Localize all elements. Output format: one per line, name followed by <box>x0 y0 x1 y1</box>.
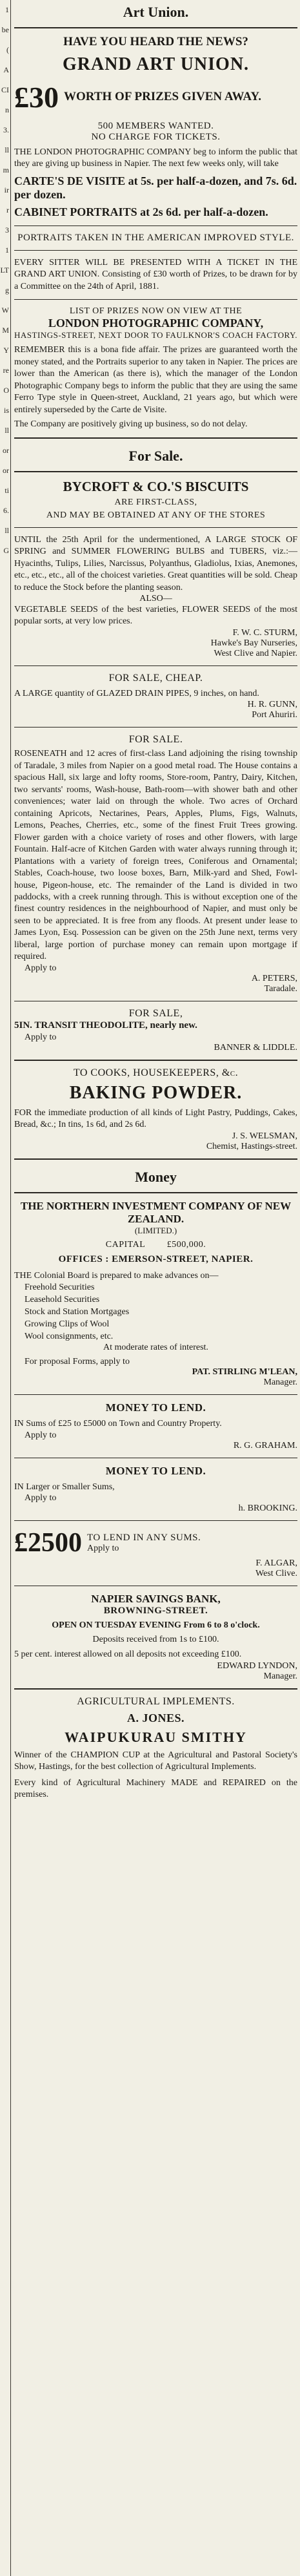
divider <box>14 727 297 728</box>
divider <box>14 1158 297 1160</box>
margin-fragment: re <box>3 366 9 375</box>
closing-text: The Company are positively giving up business, so do not delay. <box>14 419 248 430</box>
sale-cheap-head: FOR SALE, CHEAP. <box>108 672 203 684</box>
capital-label: CAPITAL <box>105 1239 145 1250</box>
lend3-amount: £2500 <box>14 1528 82 1558</box>
members-wanted: 500 MEMBERS WANTED. <box>97 121 214 131</box>
baking-powder-title: BAKING POWDER. <box>69 1082 243 1103</box>
grand-art-union: GRAND ART UNION. <box>62 54 250 74</box>
no-charge: NO CHARGE FOR TICKETS. <box>91 132 221 142</box>
agri-body: Winner of the CHAMPION CUP at the Agricultural and Pastoral Society's Show, Hastings, for the best collection of Agricultural Implements. <box>14 1750 297 1772</box>
divider <box>14 471 297 472</box>
bulbs-signature-3: West Clive and Napier. <box>214 648 297 658</box>
margin-fragment: ( <box>6 45 9 54</box>
roseneath-sig-1: A. PETERS, <box>251 973 297 983</box>
margin-fragment: ll <box>5 526 9 535</box>
margin-fragment: LT <box>0 266 9 275</box>
margin-fragment: is <box>3 406 9 415</box>
margin-fragment: G <box>3 546 9 555</box>
american-style: PORTRAITS TAKEN IN THE AMERICAN IMPROVED STYLE. <box>17 232 294 243</box>
drain-text: A LARGE quantity of GLAZED DRAIN PIPES, 9 inches, on hand. <box>14 688 259 698</box>
margin-fragment: n <box>5 105 9 114</box>
margin-fragment: 3. <box>3 125 9 134</box>
bank-interest: 5 per cent. interest allowed on all deposits not exceeding £100. <box>14 1649 242 1660</box>
lend3-text: TO LEND IN ANY SUMS. <box>87 1532 201 1543</box>
money-section <box>14 1169 297 1682</box>
prize-amount: £30 <box>14 81 59 114</box>
margin-fragment: 1 <box>5 246 9 255</box>
agricultural-ad <box>14 1696 297 1801</box>
lend2-text: IN Larger or Smaller Sums, <box>14 1482 115 1492</box>
company-name: LONDON PHOTOGRAPHIC COMPANY, <box>48 317 264 330</box>
roseneath-text: ROSENEATH and 12 acres of first-class Land adjoining the rising township of Taradale, 3 miles from Napier on a good metal road. The House contains a spacious Hall, six large and lofty rooms, Store-room, Pantry, Dairy, Kitchen, two servants' rooms, Wash-house, Bath-room—with shower bath and other conveniences; water laid on through the whole. Two acres of Orchard containing Apricots, Nectarines, Pears, Apples, Plums, Figs, Walnuts, Lemons, Peaches, Cherries, etc., some of the finest Fruit Trees growing. Flower garden with a choice variety of roses and other flowers, with large Fountain. Half-acre of Kitchen Garden with water always running through it; Plantations with a variety of foreign trees, Coniferous and Ornamental; Stables, Coach-house, two loose boxes, Barn, Milk-yard and Shed, Fowl-house, Pigeon-house, etc. The remainder of the Land is divided in two paddocks, with a creek running through. This is without exception one of the finest country residences in the neighbourhood of Napier, and must only be seen to be appreciated. It is free from any floods. At present under lease to James Lyon, Esq. Possession can be given on the 25th June next, terms very liberal, large portion of purchase money can remain upon mortgage if required. <box>14 749 297 962</box>
bank-deposits: Deposits received from 1s to £100. <box>92 1635 219 1645</box>
margin-fragment: ll <box>5 426 9 435</box>
capital-value: £500,000. <box>166 1239 206 1250</box>
bank-sub: BROWNING-STREET. <box>103 1606 208 1617</box>
cooks-header: TO COOKS, HOUSEKEEPERS, &c. <box>73 1067 239 1078</box>
divider <box>14 1520 297 1521</box>
margin-fragment: 6. <box>3 506 9 515</box>
drain-sig-1: H. R. GUNN, <box>247 700 297 710</box>
agri-name: A. JONES. <box>126 1711 185 1724</box>
biscuits-sub: ARE FIRST-CLASS, <box>114 497 197 507</box>
drain-sig-2: Port Ahuriri. <box>252 710 297 720</box>
theodolite-head: FOR SALE, <box>128 1007 183 1019</box>
interest-note: At moderate rates of interest. <box>103 1343 208 1353</box>
baking-powder-text: FOR the immediate production of all kinds of Light Pastry, Puddings, Cakes, Bread, &c.; In tins, 1s 6d, and 2s 6d. <box>14 1107 297 1130</box>
theodolite-sig: BANNER & LIDDLE. <box>214 1042 297 1052</box>
lend1-text: IN Sums of £25 to £5000 on Town and Country Property. <box>14 1419 222 1429</box>
cartes-text: CARTE'S DE VISITE at 5s. per half-a-dozen, and 7s. 6d. per dozen. <box>14 174 297 201</box>
margin-fragment: CI <box>1 85 9 94</box>
biscuits-title: BYCROFT & CO.'S BISCUITS <box>63 478 249 494</box>
baking-sig-1: J. S. WELSMAN, <box>232 1131 297 1141</box>
lend3-apply: Apply to <box>87 1543 119 1553</box>
security-item: Stock and Station Mortgages <box>25 1306 130 1317</box>
divider <box>14 27 297 28</box>
security-item: Freehold Securities <box>25 1283 95 1293</box>
margin-fragment: 3 <box>5 225 9 235</box>
margin-fragment: W <box>1 306 9 315</box>
margin-fragment: A <box>3 65 9 74</box>
margin-fragment: be <box>1 25 9 34</box>
agri-header: AGRICULTURAL IMPLEMENTS. <box>77 1695 235 1707</box>
security-item: Wool consignments, etc. <box>25 1331 114 1341</box>
money-header: Money <box>135 1168 177 1185</box>
agri-closing: Every kind of Agricultural Machinery MADE and REPAIRED on the premises. <box>14 1777 297 1800</box>
lend3-sig: F. ALGAR, <box>255 1558 297 1569</box>
margin-fragment: M <box>2 326 9 335</box>
bulbs-also: ALSO— <box>139 593 172 603</box>
baking-sig-2: Chemist, Hastings-street. <box>206 1141 297 1151</box>
sale-head-2: FOR SALE. <box>128 734 183 746</box>
bank-sig-2: Manager. <box>263 1671 297 1681</box>
manager-name: PAT. STIRLING M'LEAN, <box>192 1367 297 1377</box>
art-union-ad <box>14 4 297 431</box>
bulbs-signature-2: Hawke's Bay Nurseries, <box>210 638 297 648</box>
securities-list <box>14 1282 297 1343</box>
divider <box>14 665 297 666</box>
divider <box>14 437 297 439</box>
lend1-head: MONEY TO LEND. <box>105 1401 206 1414</box>
limited-label: (LIMITED.) <box>134 1225 177 1235</box>
roseneath-apply: Apply to <box>25 963 57 973</box>
lend3-row <box>14 1527 297 1558</box>
margin-fragment: m <box>3 165 9 174</box>
headline: HAVE YOU HEARD THE NEWS? <box>63 35 248 48</box>
divider <box>14 1688 297 1690</box>
divider <box>14 299 297 300</box>
lend2-sig: h. BROOKING. <box>238 1503 297 1514</box>
northern-company: THE NORTHERN INVESTMENT COMPANY OF NEW ZEALAND. <box>20 1199 292 1225</box>
ads-column <box>14 0 297 1801</box>
divider <box>14 527 297 528</box>
divider <box>14 225 297 226</box>
every-sitter: EVERY SITTER WILL BE PRESENTED WITH A TICKET IN THE GRAND ART UNION. Consisting of £30 worth of Prizes, to be drawn for by a Committee on the 24th of April, 1881. <box>14 257 297 291</box>
bulbs-signature: F. W. C. STURM, <box>232 627 297 638</box>
divider <box>14 1060 297 1061</box>
theodolite-apply: Apply to <box>25 1032 57 1042</box>
margin-fragment: g <box>5 286 9 295</box>
vegetable-text: VEGETABLE SEEDS of the best varieties, FLOWER SEEDS of the most popular sorts, at very low prices. <box>14 604 297 627</box>
bulbs-text: UNTIL the 25th April for the undermentioned, A LARGE STOCK OF SPRING and SUMMER FLOWERING BULBS and TUBERS, viz.:— Hyacinths, Tulips, Lilies, Narcissus, Polyanthus, Gladiolus, Ixias, Anemones, etc., etc., etc., all of the choicest varieties. Great quantities will be sold. Cheap to reduce the Stock before the planting season. <box>14 534 297 592</box>
margin-fragment: ti <box>5 486 9 495</box>
margin-fragment: 1 <box>5 5 9 14</box>
colonial-board: THE Colonial Board is prepared to make advances on— <box>14 1270 219 1281</box>
for-sale-section <box>14 448 297 1053</box>
prize-row <box>14 80 297 114</box>
company-address: HASTINGS-STREET, NEXT DOOR TO FAULKNOR'S COACH FACTORY. <box>14 330 297 340</box>
security-item: Growing Clips of Wool <box>25 1319 110 1329</box>
forms-text: For proposal Forms, apply to <box>25 1357 130 1367</box>
lend1-apply: Apply to <box>25 1430 57 1440</box>
cabinet-text: CABINET PORTRAITS at 2s 6d. per half-a-dozen. <box>14 205 268 218</box>
divider <box>14 1394 297 1395</box>
agri-trade: WAIPUKURAU SMITHY <box>65 1728 247 1745</box>
theodolite-text: 5IN. TRANSIT THEODOLITE, nearly new. <box>14 1020 197 1031</box>
remember-text: REMEMBER this is a bona fide affair. The prizes are guaranteed worth the money stated, and the Portraits superior to any taken in Napier. The prices are lower than the American (as there is), which the manager of the London Photographic Company begs to inform the public that they are using the same Ferro Type style in Queen-street, Auckland, 21 years ago, but which were entirely superseded by the Carte de Visite. <box>14 345 297 415</box>
lend2-apply: Apply to <box>25 1493 57 1503</box>
baking-powder-ad <box>14 1067 297 1152</box>
margin-fragment: ll <box>5 145 9 154</box>
margin-fragment: ir <box>4 185 9 194</box>
bank-sig-1: EDWARD LYNDON, <box>217 1660 297 1671</box>
margin-fragment: Y <box>3 346 9 355</box>
bank-head: NAPIER SAVINGS BANK, <box>91 1593 221 1606</box>
roseneath-sig-2: Taradale. <box>264 983 297 994</box>
biscuits-stores: AND MAY BE OBTAINED AT ANY OF THE STORES <box>46 510 266 520</box>
left-margin-column <box>0 0 11 2576</box>
margin-fragment: r <box>6 205 9 215</box>
divider <box>14 250 297 251</box>
lend2-head: MONEY TO LEND. <box>105 1464 206 1477</box>
bank-open: OPEN ON TUESDAY EVENING From 6 to 8 o'clock. <box>52 1620 260 1631</box>
lend1-sig: R. G. GRAHAM. <box>233 1440 297 1450</box>
security-item: Leasehold Securities <box>25 1294 100 1304</box>
lend3-sig-2: West Clive. <box>255 1569 297 1579</box>
margin-fragment: or <box>3 466 9 475</box>
for-sale-header: For Sale. <box>128 447 183 464</box>
prize-text: WORTH OF PRIZES GIVEN AWAY. <box>64 90 262 104</box>
margin-fragment: O <box>3 386 9 395</box>
manager-title: Manager. <box>263 1377 297 1388</box>
intro-text: THE LONDON PHOTOGRAPHIC COMPANY beg to inform the public that they are giving up business in Napier. The next few weeks only, will take <box>14 147 297 169</box>
capital-row <box>14 1240 297 1250</box>
art-union-header: Art Union. <box>123 4 189 20</box>
offices: OFFICES : EMERSON-STREET, NAPIER. <box>58 1253 254 1264</box>
margin-fragment: or <box>3 446 9 455</box>
list-prizes: LIST OF PRIZES NOW ON VIEW AT THE <box>69 306 243 317</box>
divider <box>14 1192 297 1193</box>
